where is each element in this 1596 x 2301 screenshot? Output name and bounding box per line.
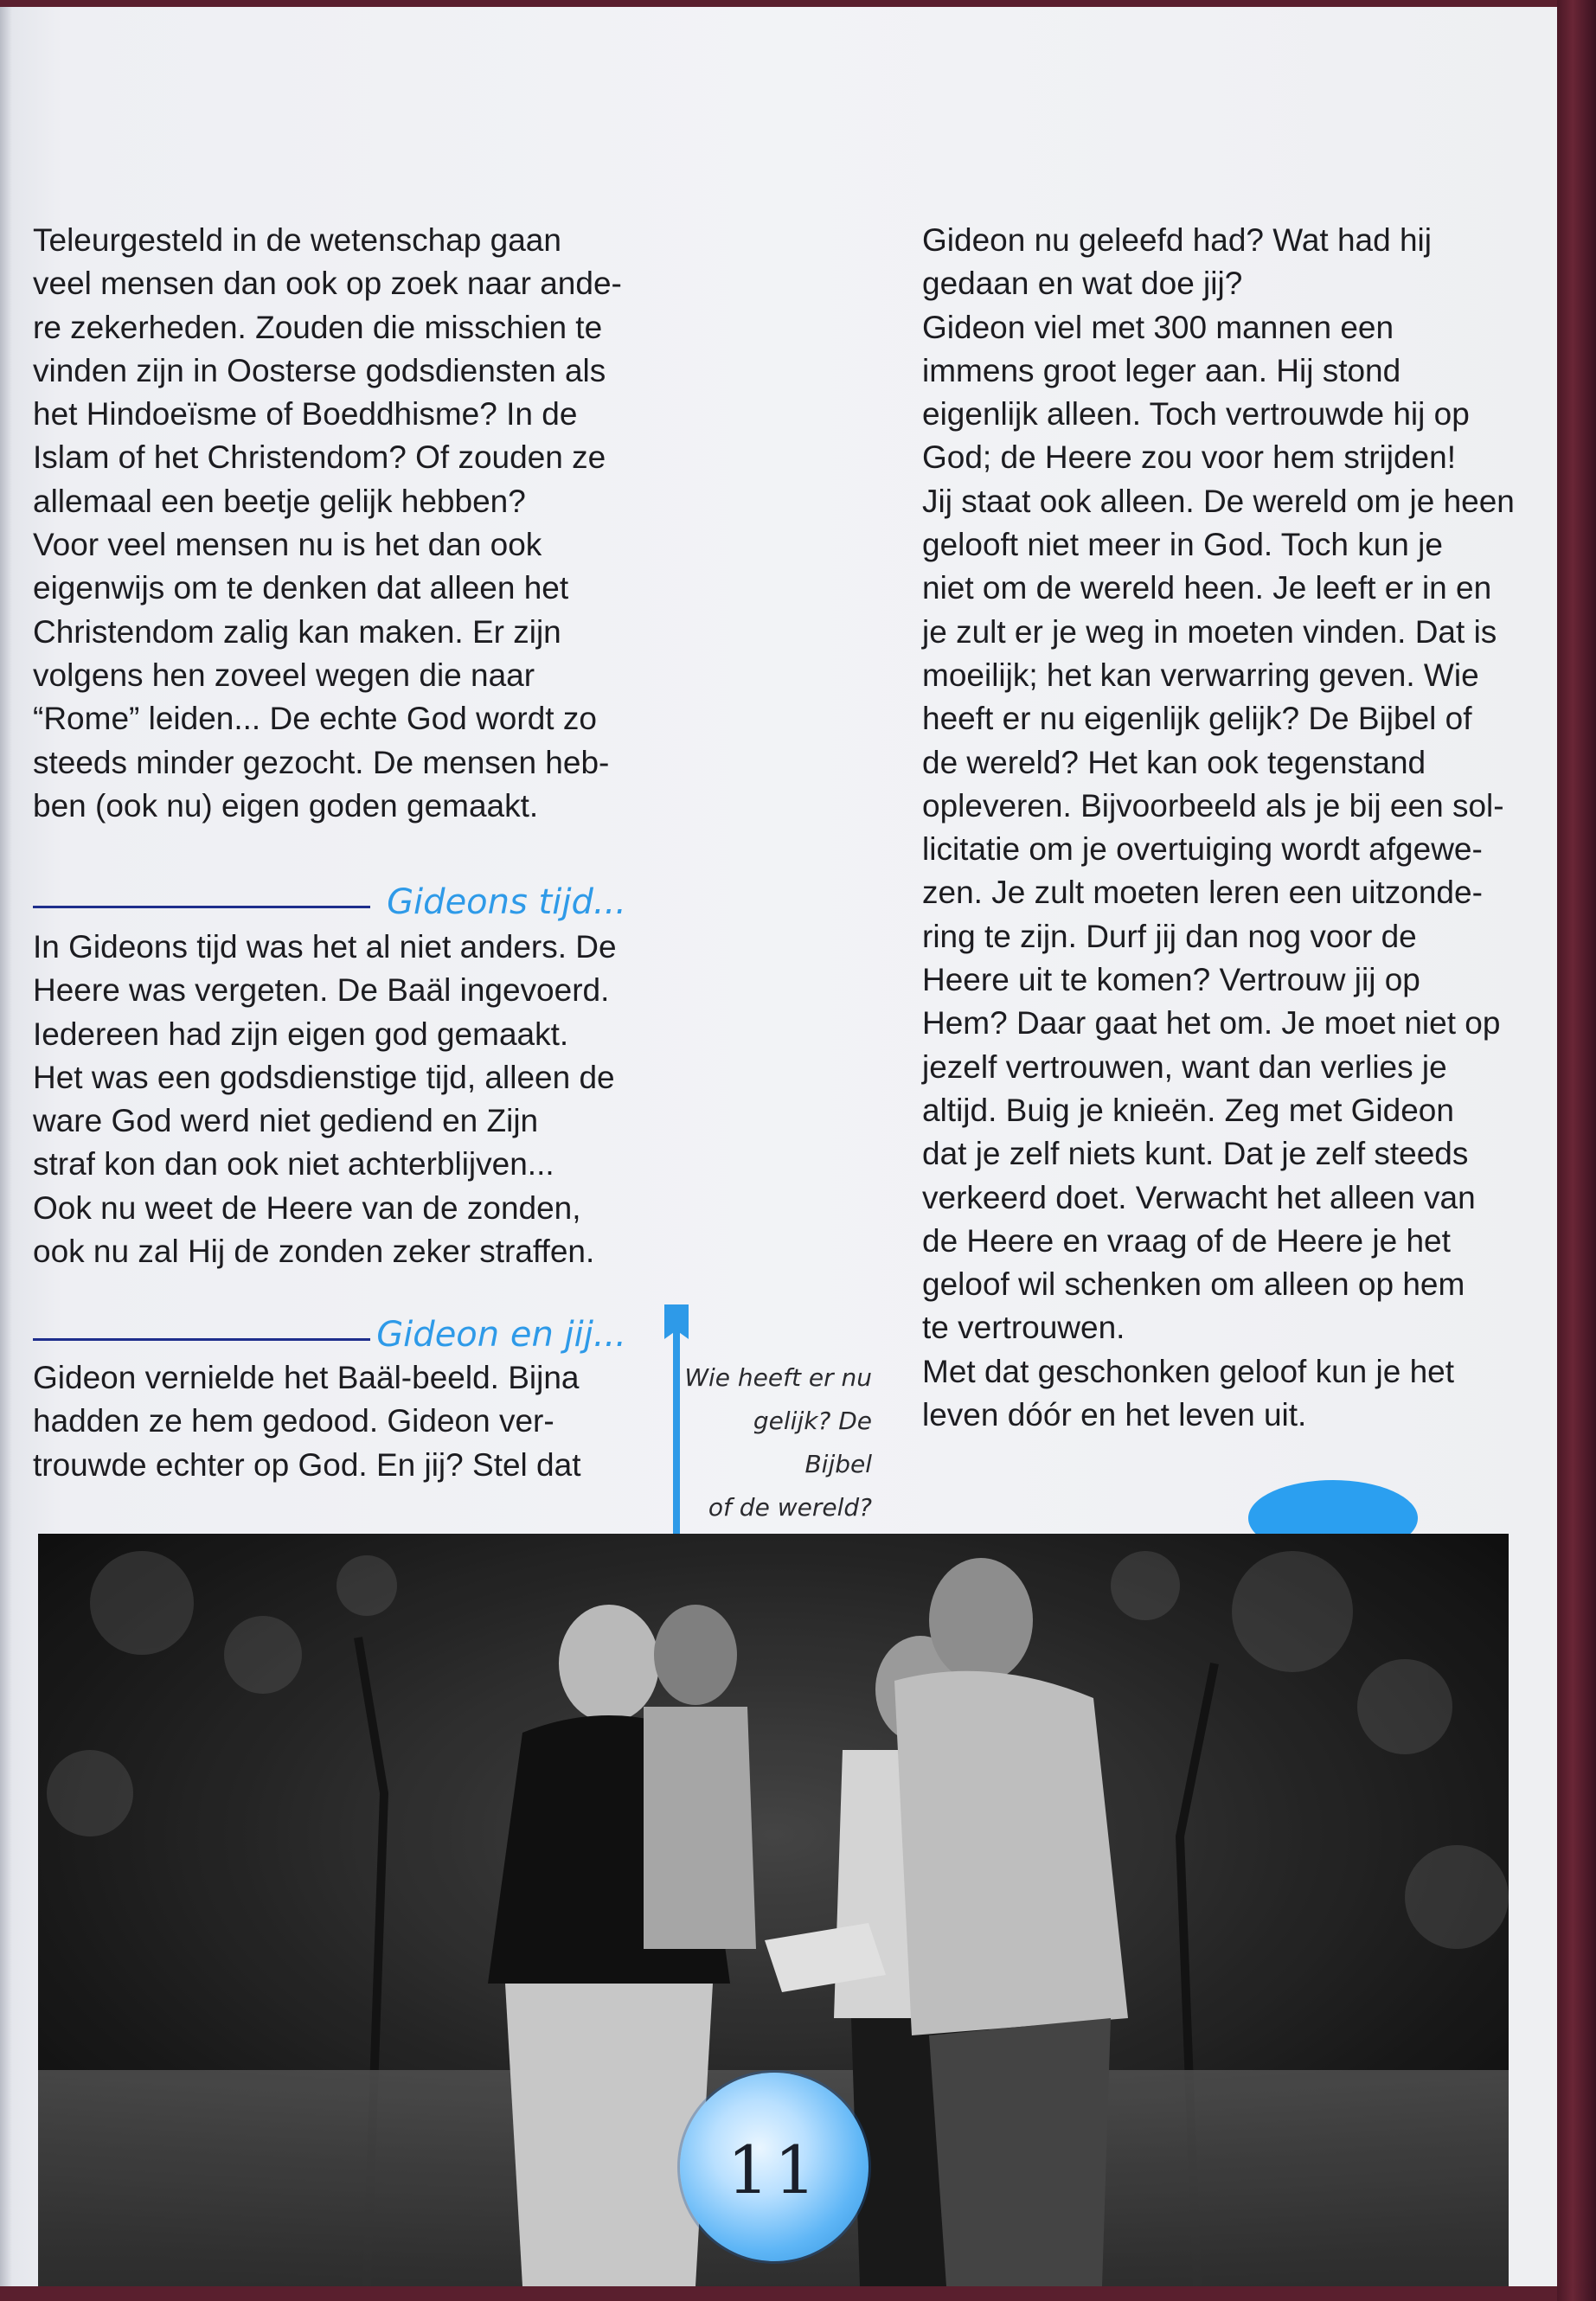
text-line: moeilijk; het kan verwarring geven. Wie: [922, 657, 1479, 693]
text-line: allemaal een beetje gelijk hebben?: [33, 483, 526, 519]
book-binding-edge: [1557, 0, 1596, 2301]
text-line: jezelf vertrouwen, want dan verlies je: [922, 1048, 1447, 1085]
text-line: Heere uit te komen? Vertrouw jij op: [922, 962, 1420, 998]
text-line: heeft er nu eigenlijk gelijk? De Bijbel of: [922, 701, 1472, 737]
text-line: Met dat geschonken geloof kun je het: [922, 1353, 1455, 1389]
text-line: licitatie om je overtuiging wordt afgewe-: [922, 831, 1483, 868]
right-column: [922, 219, 1528, 1437]
text-line: steeds minder gezocht. De mensen heb-: [33, 744, 610, 780]
text-line: Ook nu weet de Heere van de zonden,: [33, 1189, 581, 1226]
text-line: Teleurgesteld in de wetenschap gaan: [33, 222, 561, 258]
section-title: Gideon en jij...: [376, 1315, 626, 1355]
text-line: de wereld? Het kan ook tegenstand: [922, 744, 1426, 780]
left-column: [33, 219, 638, 828]
text-line: geloof wil schenken om alleen op hem: [922, 1266, 1465, 1303]
section-rule: [33, 906, 370, 908]
text-line: dat je zelf niets kunt. Dat je zelf steeds: [922, 1136, 1469, 1172]
text-line: re zekerheden. Zouden die misschien te: [33, 309, 603, 345]
text-line: te vertrouwen.: [922, 1310, 1125, 1346]
spine-shadow: [0, 7, 12, 2286]
text-line: de Heere en vraag of de Heere je het: [922, 1222, 1451, 1259]
text-line: niet om de wereld heen. Je leeft er in en: [922, 570, 1492, 606]
text-line: het Hindoeïsme of Boeddhisme? In de: [33, 396, 578, 433]
text-line: eigenwijs om te denken dat alleen het: [33, 570, 569, 606]
pull-quote: [683, 1356, 872, 1529]
section-heading-gideon-en-jij: [33, 1304, 626, 1356]
text-line: veel mensen dan ook op zoek naar ande-: [33, 266, 622, 302]
text-line: volgens hen zoveel wegen die naar: [33, 657, 535, 693]
text-line: Hem? Daar gaat het om. Je moet niet op: [922, 1005, 1501, 1042]
text-line: Gideon viel met 300 mannen een: [922, 309, 1394, 345]
text-line: Islam of het Christendom? Of zouden ze: [33, 439, 606, 476]
text-line: Gideon vernielde het Baäl-beeld. Bijna: [33, 1360, 580, 1395]
page-number-badge: [680, 2073, 869, 2261]
text-line: altijd. Buig je knieën. Zeg met Gideon: [922, 1092, 1454, 1128]
text-line: vinden zijn in Oosterse godsdiensten als: [33, 352, 606, 388]
page-number: 11: [727, 2131, 822, 2208]
pull-quote-line: gelijk? De Bijbel: [753, 1407, 872, 1478]
text-line: “Rome” leiden... De echte God wordt zo: [33, 701, 597, 737]
text-line: Gideon nu geleefd had? Wat had hij: [922, 222, 1433, 258]
section2-paragraph: [33, 1356, 638, 1487]
text-line: Voor veel mensen nu is het dan ook: [33, 527, 542, 563]
text-line: gedaan en wat doe jij?: [922, 266, 1243, 302]
section-rule: [33, 1338, 370, 1341]
text-line: Jij staat ook alleen. De wereld om je heen: [922, 483, 1515, 519]
pull-quote-line: Wie heeft er nu: [684, 1363, 872, 1392]
text-line: ben (ook nu) eigen goden gemaakt.: [33, 787, 539, 824]
section-title: Gideons tijd...: [387, 882, 626, 922]
text-line: trouwde echter op God. En jij? Stel dat: [33, 1446, 581, 1483]
section1-paragraph: [33, 926, 638, 1273]
pull-quote-line: of de wereld?: [708, 1493, 872, 1522]
text-line: verkeerd doet. Verwacht het alleen van: [922, 1179, 1476, 1215]
book-page: [0, 7, 1557, 2286]
text-line: hadden ze hem gedood. Gideon ver-: [33, 1403, 554, 1439]
text-line: Heere was vergeten. De Baäl ingevoerd.: [33, 972, 610, 1009]
text-line: straf kon dan ook niet achterblijven...: [33, 1146, 554, 1183]
text-line: ware God werd niet gediend en Zijn: [33, 1103, 539, 1139]
section-heading-gideons-tijd: [33, 872, 626, 924]
text-line: God; de Heere zou voor hem strijden!: [922, 439, 1456, 476]
intro-paragraph: [33, 219, 638, 828]
text-line: je zult er je weg in moeten vinden. Dat is: [922, 613, 1497, 650]
text-line: Het was een godsdienstige tijd, alleen de: [33, 1059, 615, 1095]
text-line: In Gideons tijd was het al niet anders. De: [33, 929, 617, 965]
text-line: ring te zijn. Durf jij dan nog voor de: [922, 918, 1417, 954]
text-line: ook nu zal Hij de zonden zeker straffen.: [33, 1234, 595, 1270]
text-line: Iedereen had zijn eigen god gemaakt.: [33, 1016, 569, 1052]
text-line: eigenlijk alleen. Toch vertrouwde hij op: [922, 396, 1470, 433]
text-line: gelooft niet meer in God. Toch kun je: [922, 527, 1443, 563]
text-line: Christendom zalig kan maken. Er zijn: [33, 613, 561, 650]
text-line: opleveren. Bijvoorbeeld als je bij een sol-: [922, 787, 1504, 824]
text-line: immens groot leger aan. Hij stond: [922, 352, 1401, 388]
text-line: zen. Je zult moeten leren een uitzonde-: [922, 875, 1483, 911]
text-line: leven dóór en het leven uit.: [922, 1397, 1307, 1433]
